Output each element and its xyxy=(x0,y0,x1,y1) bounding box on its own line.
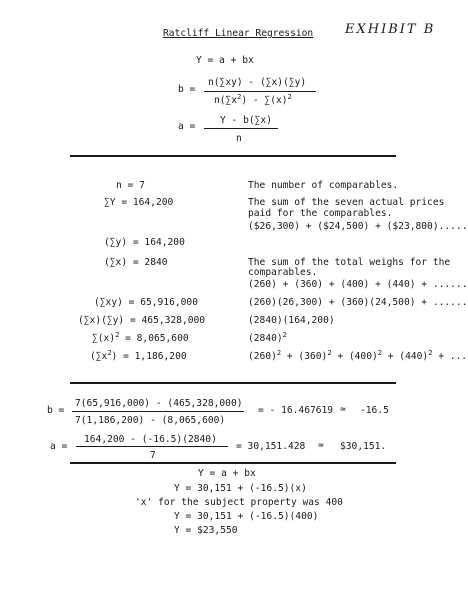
b-formula-bar xyxy=(204,91,316,92)
note-sum-x-line2: comparables. xyxy=(248,267,318,278)
calc-a-rounded: $30,151. xyxy=(340,441,387,452)
value-sum-of-x-squares: $(\sum x^2) = 1,186,200$ xyxy=(90,349,187,362)
calc-a-numerator: 164,200 - (-16.5)(2840) xyxy=(84,434,217,445)
exhibit-label: EXHIBIT B xyxy=(345,22,436,37)
solution-fitted-equation: Y = 30,151 + (-16.5)(x) xyxy=(174,483,307,494)
a-formula-numerator: Y - b(∑x) xyxy=(220,115,272,126)
calc-b-result: = - 16.467619 xyxy=(258,405,334,416)
note-n: The number of comparables. xyxy=(248,180,399,191)
note-sum-of-x-squares: $(260)^2 + (360)^2 + (400)^2 + (440)^2$ + ... xyxy=(248,349,468,362)
calc-b-numerator: 7(65,916,000) - (465,328,000) xyxy=(75,398,243,409)
calc-b-rounded: -16.5 xyxy=(360,405,389,416)
note-sum-x-line3: (260) + (360) + (400) + (440) + ...... xyxy=(248,279,468,290)
b-formula-numerator: n(∑xy) - (∑x)(∑y) xyxy=(208,77,307,88)
note-sum-xy: (260)(26,300) + (360)(24,500) + ...... xyxy=(248,297,468,308)
value-n: n = 7 xyxy=(116,180,145,191)
calc-b-approx-symbol: ≃ xyxy=(340,404,346,415)
regression-model: Y = a + bx xyxy=(196,55,254,66)
section-divider-top xyxy=(70,155,396,157)
calc-a-result: = 30,151.428 xyxy=(236,441,306,452)
a-formula-denominator: n xyxy=(236,133,242,144)
calc-b-fraction-bar xyxy=(72,411,244,412)
value-sum-y-total: ∑Y = 164,200 xyxy=(104,197,174,208)
value-sum-xy: (∑xy) = 65,916,000 xyxy=(94,297,198,308)
calc-a-fraction-bar xyxy=(76,446,228,447)
calc-a-label: a = xyxy=(50,441,68,452)
calc-b-label: b = xyxy=(47,405,65,416)
value-sum-x-squared: $\sum(x)^2 = 8,065,600$ xyxy=(92,331,189,344)
note-sum-y-line2: paid for the comparables. xyxy=(248,208,393,219)
value-sum-x-times-sum-y: (∑x)(∑y) = 465,328,000 xyxy=(78,315,206,326)
note-sum-x-times-sum-y: (2840)(164,200) xyxy=(248,315,335,326)
calc-a-denominator: 7 xyxy=(150,450,156,461)
section-divider-bottom xyxy=(70,462,396,464)
note-sum-x-line1: The sum of the total weighs for the xyxy=(248,257,451,268)
a-formula-label: a = xyxy=(178,121,196,132)
solution-model: Y = a + bx xyxy=(198,468,256,479)
solution-result: Y = $23,550 xyxy=(174,525,238,536)
solution-substitution: Y = 30,151 + (-16.5)(400) xyxy=(174,511,319,522)
value-sum-x: (∑x) = 2840 xyxy=(104,257,168,268)
calc-b-denominator: 7(1,186,200) - (8,065,600) xyxy=(75,415,226,426)
note-sum-y-line3: ($26,300) + ($24,500) + ($23,800)..... xyxy=(248,221,468,232)
b-formula-denominator: $n(\sum x^2) - \sum(x)^2$ xyxy=(214,93,292,106)
section-divider-middle xyxy=(70,382,396,384)
note-sum-y-line1: The sum of the seven actual prices xyxy=(248,197,445,208)
solution-subject-property-note: 'x' for the subject property was 400 xyxy=(135,497,343,508)
a-formula-bar xyxy=(204,128,278,129)
document-title: Ratcliff Linear Regression xyxy=(163,28,314,39)
calc-a-approx-symbol: ≃ xyxy=(318,440,324,451)
b-formula-label: b = xyxy=(178,84,196,95)
value-sum-y: (∑y) = 164,200 xyxy=(104,237,185,248)
note-sum-x-squared: $(2840)^2$ xyxy=(248,331,287,344)
